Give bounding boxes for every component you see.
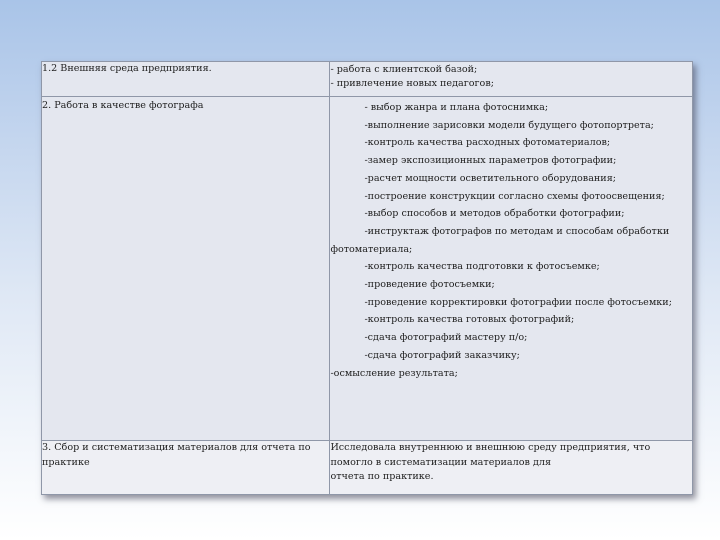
task-line: -построение конструкции согласно схемы фотоосвещения; xyxy=(364,190,665,202)
task-line: -контроль качества расходных фотоматериалов; xyxy=(364,137,611,149)
task-line: -выбор способов и методов обработки фотографии; xyxy=(364,208,625,220)
task-line: - работа с клиентской базой; xyxy=(330,64,478,75)
stage-cell xyxy=(42,441,330,495)
stage-text: 2. Работа в качестве фотографа xyxy=(42,100,204,111)
table-row xyxy=(42,97,693,441)
stage-text: 3. Сбор и систематизация материалов для отчета по практике xyxy=(42,442,311,468)
task-line: Исследовала внутреннюю и внешнюю среду предприятия, что xyxy=(330,442,651,453)
stage-cell xyxy=(42,97,330,441)
task-line: -контроль качества готовых фотографий; xyxy=(364,314,575,326)
task-line: -проведение фотосъемки; xyxy=(364,279,495,291)
tasks-cell xyxy=(330,97,693,441)
task-line: фотоматериала; xyxy=(330,243,413,255)
table-row xyxy=(42,441,693,495)
task-line: -осмысление результата; xyxy=(330,367,458,379)
task-line: -сдача фотографий мастеру п/о; xyxy=(364,332,528,344)
task-line: отчета по практике. xyxy=(330,471,434,482)
tasks-cell xyxy=(330,441,693,495)
task-line: -контроль качества подготовки к фотосъемке; xyxy=(364,261,600,273)
table-row xyxy=(42,62,693,97)
task-line: -выполнение зарисовки модели будущего фотопортрета; xyxy=(364,119,654,131)
task-line: -сдача фотографий заказчику; xyxy=(364,349,520,361)
task-line: -инструктаж фотографов по методам и способам обработки xyxy=(364,225,670,237)
task-line: -проведение корректировки фотографии после фотосъемки; xyxy=(364,296,672,308)
task-line: -замер экспозиционных параметров фотографии; xyxy=(364,155,617,167)
stage-text: 1.2 Внешняя среда предприятия. xyxy=(42,63,212,74)
task-line: - привлечение новых педагогов; xyxy=(330,78,494,89)
practice-report-table xyxy=(41,61,693,495)
task-line: -расчет мощности осветительного оборудования; xyxy=(364,172,616,184)
task-line: - выбор жанра и плана фотоснимка; xyxy=(364,102,549,113)
tasks-cell xyxy=(330,62,693,97)
task-line: помогло в систематизации материалов для xyxy=(330,456,552,468)
stage-cell xyxy=(42,62,330,97)
